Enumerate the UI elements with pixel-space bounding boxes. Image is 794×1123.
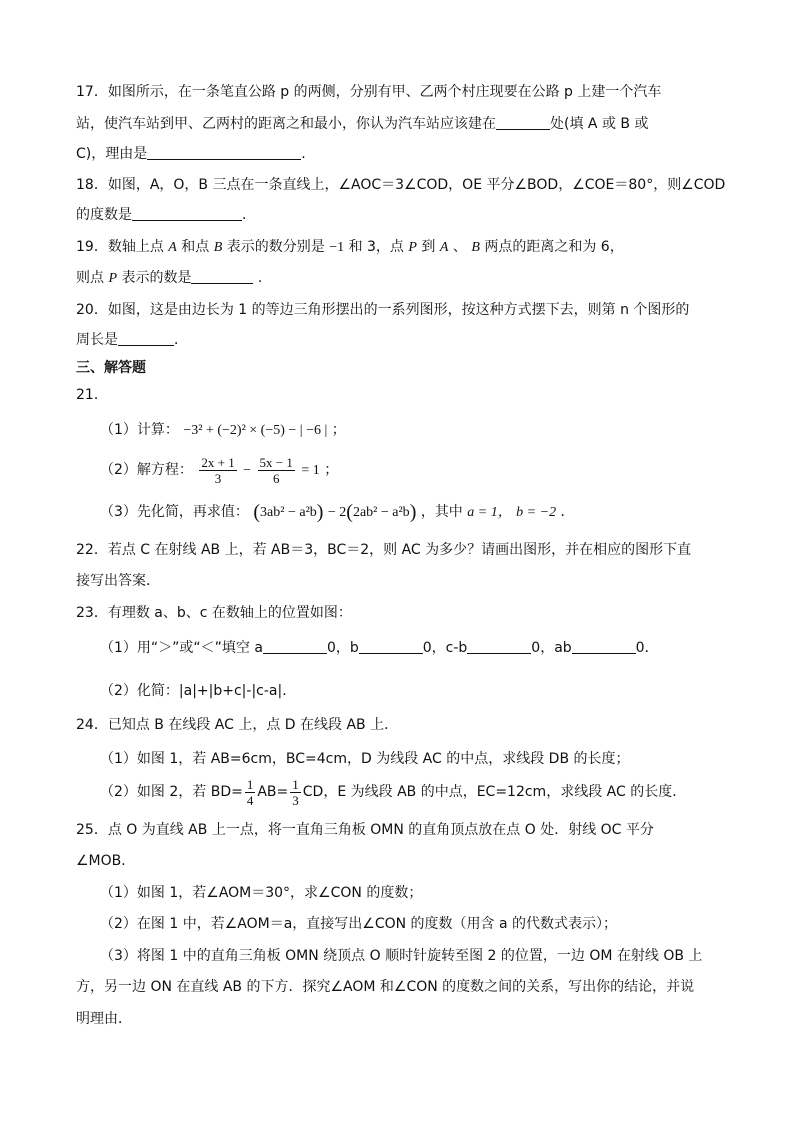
q25-part3: （3）将图 1 中的直角三角板 OMN 绕顶点 O 顺时针旋转至图 2 的位置，一边 OM 在射线 OB 上	[100, 948, 703, 964]
q21-text: ．	[560, 504, 575, 520]
q19-number: −1	[329, 240, 345, 255]
fraction	[199, 455, 236, 486]
q22-line1: 22．若点 C 在射线 AB 上，若 AB＝3，BC＝2，则 AC 为多少？请画出图形，并在相应的图形下直	[76, 542, 692, 558]
q21-text: ；	[331, 422, 346, 438]
q19-point-a: A	[439, 240, 449, 255]
fraction-denominator: 4	[246, 792, 254, 808]
q21-operator: = 1	[301, 463, 320, 478]
q17-line1: 17．如图所示，在一条笔直公路 p 的两侧，分别有甲、乙两个村庄现要在公路 p 上建一个汽车	[76, 84, 662, 100]
q18-blank[interactable]	[132, 206, 242, 221]
q17-blank2[interactable]	[147, 145, 301, 160]
q20-line1: 20．如图，这是由边长为 1 的等边三角形摆出的一系列图形，按这种方式摆下去，则第 n 个图形的	[76, 302, 690, 318]
q23-part1	[100, 638, 659, 658]
fraction	[258, 455, 295, 486]
q21-expression: 3ab² − a²b	[260, 505, 317, 520]
q23-blank[interactable]	[467, 639, 531, 654]
q21-part3: （3）先化简，再求值： (3ab² − a²b) − 2(2ab² − a²b) ，其中 a = 1， b = −2 ．	[100, 501, 575, 523]
q21-expression: b = −2	[516, 505, 557, 520]
fraction	[290, 777, 301, 808]
q23-part2: （2）化简：|a|+|b+c|-|c-a|．	[100, 683, 297, 699]
fraction-numerator: 1	[246, 776, 254, 792]
q17-text-c: C)，理由是	[76, 146, 148, 162]
q21-text: （3）先化简，再求值：	[100, 504, 249, 520]
q20-blank[interactable]	[118, 331, 174, 346]
q19-text: 和 3，点	[348, 239, 404, 255]
q21-part2	[100, 454, 338, 487]
q19-line2	[76, 268, 262, 289]
fraction-numerator: 5x − 1	[259, 454, 293, 470]
q19-text: 19．数轴上点	[76, 239, 164, 255]
q24-part1: （1）如图 1，若 AB=6cm，BC=4cm，D 为线段 AC 的中点，求线段 DB 的长度；	[100, 751, 630, 767]
q23-blank[interactable]	[572, 639, 636, 654]
q19-text: 表示的数分别是	[226, 239, 325, 255]
q21-expression: a = 1，	[467, 505, 512, 520]
q21-expression: − 2	[327, 505, 347, 520]
q19-text: 、	[452, 239, 467, 255]
q21-expression: −3² + (−2)² × (−5) − | −6 |	[183, 423, 328, 438]
q17-text-d: .	[301, 146, 306, 162]
fraction	[245, 777, 256, 808]
fraction-denominator: 3	[292, 792, 299, 808]
q18-line1: 18．如图，A，O，B 三点在一条直线上，∠AOC＝3∠COD，OE 平分∠BOD，∠COE＝80°，则∠COD	[76, 177, 726, 193]
q19-blank[interactable]	[191, 269, 253, 284]
q20-text: 周长是	[76, 332, 118, 348]
q24-text: AB=	[257, 784, 289, 800]
q17-blank1[interactable]	[496, 115, 550, 130]
q19-text: 两点的距离之和为 6，	[484, 239, 624, 255]
q18-line2	[76, 205, 256, 225]
q21-part1	[100, 420, 346, 441]
q19-point-p: P	[108, 271, 118, 286]
fraction-denominator: 3	[214, 470, 222, 486]
q18-text-b: ．	[242, 207, 256, 223]
q19-text: 和点	[181, 239, 210, 255]
q25-part3-cont: 方，另一边 ON 在直线 AB 的下方．探究∠AOM 和∠CON 的度数之间的关系，写出你的结论，并说	[76, 979, 695, 995]
section-heading: 三、解答题	[76, 360, 146, 376]
q25-line2: ∠MOB．	[76, 853, 136, 869]
q19-point-a: A	[168, 240, 177, 255]
fraction-denominator: 6	[272, 470, 280, 486]
q25-line1: 25．点 O 为直线 AB 上一点，将一直角三角板 OMN 的直角顶点放在点 O 处．射线 OC 平分	[76, 822, 654, 838]
q23-text: （1）用“＞”或“＜”填空 a	[100, 640, 263, 656]
q24-text: （2）如图 2，若 BD=	[100, 784, 243, 800]
q19-point-b: B	[471, 240, 480, 255]
q23-text: 0，ab	[531, 640, 572, 656]
q24-text: CD，E 为线段 AB 的中点，EC=12cm，求线段 AC 的长度．	[302, 784, 687, 800]
q19-text: 则点	[76, 270, 104, 286]
q21-text: ，其中	[420, 504, 463, 520]
q21-number: 21．	[76, 387, 108, 403]
q17-line2	[76, 114, 648, 134]
q24-part2	[100, 776, 686, 808]
q19-text: 到	[421, 239, 436, 255]
q19-point-b: B	[213, 240, 223, 255]
q23-blank[interactable]	[359, 639, 423, 654]
q17-line3	[76, 144, 306, 164]
q25-part2: （2）在图 1 中，若∠AOM＝a，直接写出∠CON 的度数（用含 a 的代数式表示）；	[100, 916, 618, 932]
q23-line1: 23．有理数 a、b、c 在数轴上的位置如图：	[76, 605, 352, 621]
q21-text: （1）计算：	[100, 422, 179, 438]
q21-text: （2）解方程：	[100, 462, 193, 478]
q22-line2: 接写出答案．	[76, 573, 160, 589]
q25-part3-end: 明理由．	[76, 1011, 132, 1027]
q25-part1: （1）如图 1，若∠AOM＝30°，求∠CON 的度数；	[100, 885, 423, 901]
q17-text-b: 处(填 A 或 B 或	[550, 116, 649, 132]
q18-text: 的度数是	[76, 207, 132, 223]
q17-text: 站，使汽车站到甲、乙两村的距离之和最小，你认为汽车站应该建在	[76, 116, 496, 132]
q23-text: 0，b	[326, 640, 359, 656]
q21-expression: 2ab² − a²b	[352, 505, 410, 520]
q23-text: 0，c-b	[422, 640, 468, 656]
q19-line1	[76, 237, 624, 258]
q21-text: ；	[324, 462, 339, 478]
q19-text: .	[257, 270, 263, 286]
q20-text: ．	[174, 332, 188, 348]
q24-line1: 24．已知点 B 在线段 AC 上，点 D 在线段 AB 上．	[76, 717, 399, 733]
q20-line2	[76, 330, 188, 350]
q21-operator: −	[243, 463, 252, 478]
q23-text: 0．	[635, 640, 659, 656]
q23-blank[interactable]	[263, 639, 327, 654]
fraction-numerator: 2x + 1	[201, 454, 235, 470]
q19-text: 表示的数是	[121, 270, 192, 286]
fraction-numerator: 1	[292, 776, 299, 792]
q19-point-p: P	[408, 240, 417, 255]
